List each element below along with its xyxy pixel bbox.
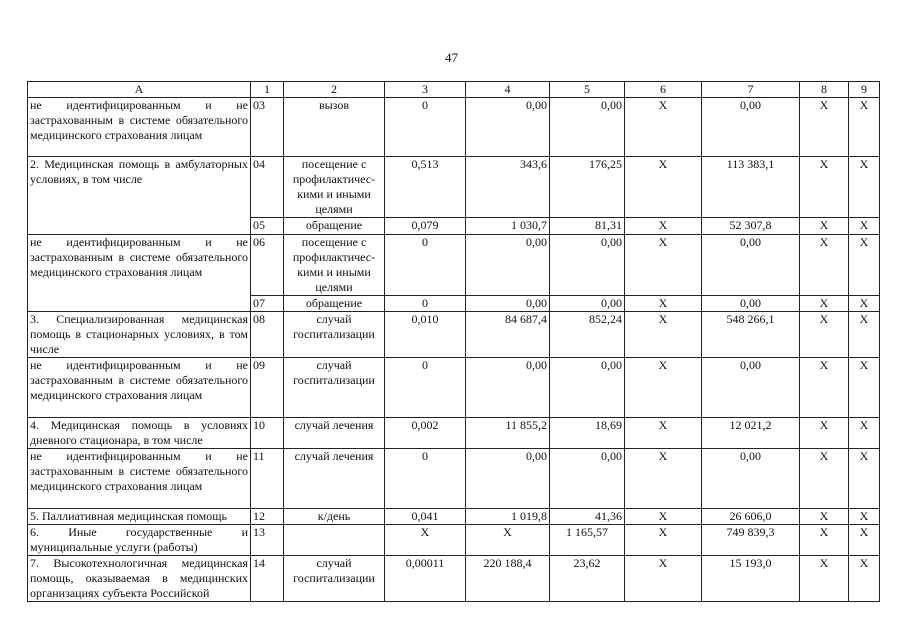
cell-col7: 113 383,1 (702, 157, 800, 218)
cell-col6: Х (625, 358, 702, 418)
row-unit: случай госпитализации (284, 312, 385, 358)
header-cell: 3 (385, 82, 466, 98)
cell-col7: 749 839,3 (702, 525, 800, 556)
cell-col4: 0,00 (466, 235, 550, 296)
cell-col6: Х (625, 312, 702, 358)
table-row (28, 235, 880, 296)
header-cell: 2 (284, 82, 385, 98)
row-code: 07 (251, 296, 284, 312)
table-row (28, 556, 880, 602)
row-description: не идентифицированным и не застрахованным в системе обязательного медицинского страхования лицам (28, 98, 251, 157)
cell-col5: 0,00 (550, 296, 625, 312)
row-unit: посещение с профилактичес-кими и иными целями (284, 157, 385, 218)
cell-col3: 0 (385, 235, 466, 296)
row-code: 04 (251, 157, 284, 218)
cell-col8: Х (800, 509, 849, 525)
cell-col8: Х (800, 218, 849, 235)
cell-col9: Х (849, 358, 880, 418)
cell-col5: 0,00 (550, 98, 625, 157)
cell-col9: Х (849, 98, 880, 157)
cell-col7: 0,00 (702, 296, 800, 312)
cell-col3: 0 (385, 449, 466, 509)
cell-col9: Х (849, 509, 880, 525)
row-unit: случай госпитализации (284, 556, 385, 602)
cell-col6: Х (625, 218, 702, 235)
cell-col4: 84 687,4 (466, 312, 550, 358)
row-description: 4. Медицинская помощь в условиях дневного стационара, в том числе (28, 418, 251, 449)
row-code: 14 (251, 556, 284, 602)
header-cell: 9 (849, 82, 880, 98)
table-row (28, 509, 880, 525)
cell-col7: 12 021,2 (702, 418, 800, 449)
cell-col3: 0,002 (385, 418, 466, 449)
cell-col8: Х (800, 358, 849, 418)
cell-col7: 548 266,1 (702, 312, 800, 358)
row-unit: случай лечения (284, 418, 385, 449)
cell-col6: Х (625, 509, 702, 525)
cell-col5: 23,62 (550, 556, 625, 602)
table-row (28, 525, 880, 556)
row-code: 10 (251, 418, 284, 449)
cell-col8: Х (800, 157, 849, 218)
cell-col4: 0,00 (466, 98, 550, 157)
cell-col5: 176,25 (550, 157, 625, 218)
row-code: 06 (251, 235, 284, 296)
table-row (28, 312, 880, 358)
cell-col4: 220 188,4 (466, 556, 550, 602)
cell-col7: 26 606,0 (702, 509, 800, 525)
cell-col3: 0 (385, 296, 466, 312)
cell-col5: 0,00 (550, 235, 625, 296)
table-row (28, 449, 880, 509)
cell-col5: 18,69 (550, 418, 625, 449)
cell-col4: 0,00 (466, 358, 550, 418)
row-code: 08 (251, 312, 284, 358)
cell-col7: 0,00 (702, 235, 800, 296)
header-row (28, 82, 880, 98)
row-unit: случай госпитализации (284, 358, 385, 418)
row-code: 13 (251, 525, 284, 556)
cell-col4: 1 030,7 (466, 218, 550, 235)
cell-col5: 0,00 (550, 449, 625, 509)
cell-col9: Х (849, 418, 880, 449)
cell-col3: 0,041 (385, 509, 466, 525)
cell-col6: Х (625, 98, 702, 157)
row-description: 7. Высокотехнологичная медицинская помощь, оказываемая в медицинских организациях субъекта Российской (28, 556, 251, 602)
cell-col3: 0 (385, 358, 466, 418)
cell-col9: Х (849, 312, 880, 358)
cell-col4: 1 019,8 (466, 509, 550, 525)
cell-col4: 11 855,2 (466, 418, 550, 449)
row-code: 05 (251, 218, 284, 235)
row-unit: к/день (284, 509, 385, 525)
cell-col8: Х (800, 525, 849, 556)
cell-col8: Х (800, 312, 849, 358)
cell-col9: Х (849, 157, 880, 218)
row-description: 5. Паллиативная медицинская помощь (28, 509, 251, 525)
header-cell: А (28, 82, 251, 98)
cell-col4: 0,00 (466, 296, 550, 312)
cell-col8: Х (800, 556, 849, 602)
row-code: 09 (251, 358, 284, 418)
cell-col8: Х (800, 449, 849, 509)
cell-col6: Х (625, 525, 702, 556)
header-cell: 5 (550, 82, 625, 98)
cell-col9: Х (849, 218, 880, 235)
row-description: 3. Специализированная медицинская помощь в стационарных условиях, в том числе (28, 312, 251, 358)
cell-col7: 52 307,8 (702, 218, 800, 235)
row-unit: обращение (284, 218, 385, 235)
cell-col9: Х (849, 296, 880, 312)
cell-col3: 0,513 (385, 157, 466, 218)
row-unit (284, 525, 385, 556)
cell-col7: 15 193,0 (702, 556, 800, 602)
cell-col4: 343,6 (466, 157, 550, 218)
header-cell: 6 (625, 82, 702, 98)
cell-col6: Х (625, 556, 702, 602)
cell-col9: Х (849, 525, 880, 556)
cell-col4: 0,00 (466, 449, 550, 509)
row-description: не идентифицированным и не застрахованным в системе обязательного медицинского страхования лицам (28, 235, 251, 312)
table-row (28, 157, 880, 218)
cell-col6: Х (625, 296, 702, 312)
cell-col6: Х (625, 157, 702, 218)
cell-col7: 0,00 (702, 449, 800, 509)
row-description: не идентифицированным и не застрахованным в системе обязательного медицинского страхования лицам (28, 358, 251, 418)
cell-col6: Х (625, 235, 702, 296)
cell-col3: 0,010 (385, 312, 466, 358)
row-description: не идентифицированным и не застрахованным в системе обязательного медицинского страхования лицам (28, 449, 251, 509)
cell-col5: 41,36 (550, 509, 625, 525)
row-code: 03 (251, 98, 284, 157)
cell-col3: Х (385, 525, 466, 556)
cell-col7: 0,00 (702, 358, 800, 418)
row-unit: посещение с профилактичес-кими и иными целями (284, 235, 385, 296)
row-description: 6. Иные государственные и муниципальные услуги (работы) (28, 525, 251, 556)
cell-col8: Х (800, 235, 849, 296)
cell-col8: Х (800, 98, 849, 157)
header-cell: 1 (251, 82, 284, 98)
header-cell: 4 (466, 82, 550, 98)
cell-col5: 1 165,57 (550, 525, 625, 556)
row-code: 11 (251, 449, 284, 509)
row-unit: вызов (284, 98, 385, 157)
header-cell: 8 (800, 82, 849, 98)
row-unit: случай лечения (284, 449, 385, 509)
cell-col6: Х (625, 418, 702, 449)
cell-col3: 0,079 (385, 218, 466, 235)
cell-col5: 81,31 (550, 218, 625, 235)
cell-col6: Х (625, 449, 702, 509)
header-cell: 7 (702, 82, 800, 98)
row-code: 12 (251, 509, 284, 525)
table-row (28, 98, 880, 157)
row-description: 2. Медицинская помощь в амбулаторных условиях, в том числе (28, 157, 251, 235)
page-number: 47 (445, 50, 458, 65)
cell-col8: Х (800, 418, 849, 449)
cell-col4: Х (466, 525, 550, 556)
cell-col9: Х (849, 235, 880, 296)
cell-col8: Х (800, 296, 849, 312)
row-unit: обращение (284, 296, 385, 312)
cell-col5: 852,24 (550, 312, 625, 358)
cell-col9: Х (849, 556, 880, 602)
data-table (27, 81, 880, 602)
cell-col3: 0,00011 (385, 556, 466, 602)
table-row (28, 358, 880, 418)
cell-col9: Х (849, 449, 880, 509)
cell-col7: 0,00 (702, 98, 800, 157)
table-row (28, 418, 880, 449)
cell-col5: 0,00 (550, 358, 625, 418)
cell-col3: 0 (385, 98, 466, 157)
